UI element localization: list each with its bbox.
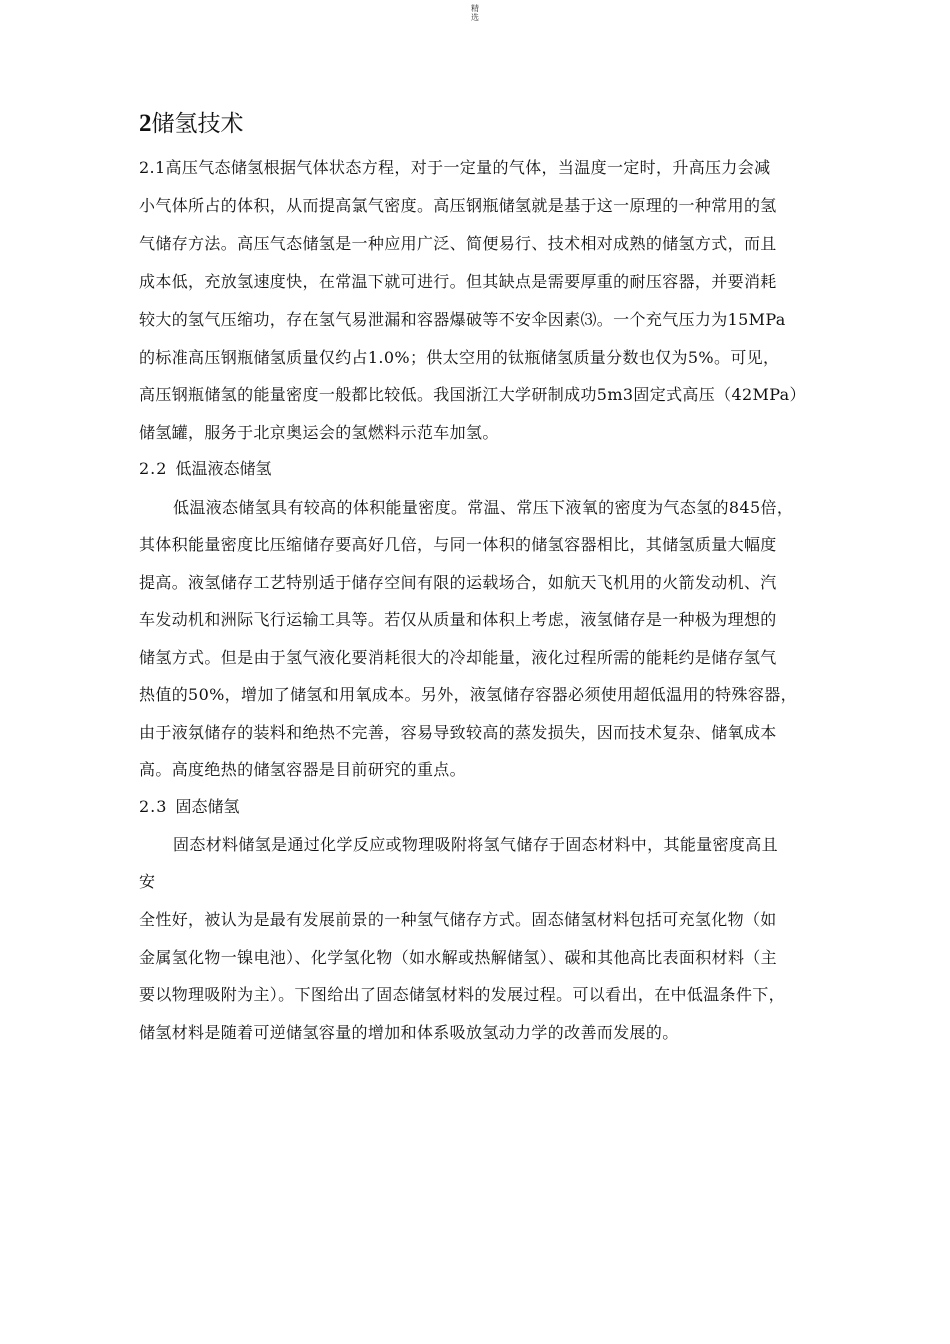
section2-line: 低温液态储氢具有较高的体积能量密度。常温、常压下液氧的密度为气态氢的845倍， xyxy=(173,498,794,517)
page-header xyxy=(0,4,950,22)
section2-line: 其体积能量密度比压缩储存要高好几倍，与同一体积的储氢容器相比，其储氢质量大幅度 xyxy=(139,535,777,554)
section1-line: 2.1高压气态储氢根据气体状态方程，对于一定量的气体，当温度一定时，升高压力会减 xyxy=(139,158,771,177)
section1-line: 储氢罐，服务于北京奥运会的氢燃料示范车加氢。 xyxy=(139,423,499,442)
section3-number: 2.3 xyxy=(139,797,168,816)
section2-line: 高。高度绝热的储氢容器是目前研究的重点。 xyxy=(139,760,467,779)
section3-line: 固态材料储氢是通过化学反应或物理吸附将氢气储存于固态材料中，其能量密度高且 xyxy=(173,835,778,854)
section2-number: 2.2 xyxy=(139,459,168,478)
header-line-2: 选 xyxy=(471,13,479,22)
section3-heading xyxy=(139,795,239,819)
section1-line: 的标准高压钢瓶储氢质量仅约占1.0%；供太空用的钛瓶储氢质量分数也仅为5%。可见， xyxy=(139,348,780,367)
title-text: 储氢技术 xyxy=(151,111,244,137)
section1-line: 较大的氢气压缩功，存在氢气易泄漏和容器爆破等不安伞因素⑶。一个充气压力为15MPa xyxy=(139,310,786,329)
section3-line: 储氢材料是随着可逆储氢容量的增加和体系吸放氢动力学的改善而发展的。 xyxy=(139,1023,679,1042)
section2-line: 提高。液氢储存工艺特别适于储存空间有限的运载场合，如航天飞机用的火箭发动机、汽 xyxy=(139,573,777,592)
section2-heading xyxy=(139,457,271,481)
section1-line: 气储存方法。高压气态储氢是一种应用广泛、简便易行、技术相对成熟的储氢方式，而且 xyxy=(139,234,777,253)
section2-line: 热值的50%，增加了储氢和用氧成本。另外，液氢储存容器必须使用超低温用的特殊容器， xyxy=(139,685,797,704)
section3-line: 安 xyxy=(139,872,156,891)
section3-line: 要以物理吸附为主）。下图给出了固态储氢材料的发展过程。可以看出，在中低温条件下， xyxy=(139,985,786,1004)
section2-line: 车发动机和洲际飞行运输工具等。若仅从质量和体积上考虑，液氢储存是一种极为理想的 xyxy=(139,610,777,629)
section3-line: 金属氢化物一镍电池）、化学氢化物（如水解或热解储氢）、碳和其他高比表面积材料（主 xyxy=(139,948,778,967)
section2-heading-text: 低温液态储氢 xyxy=(175,459,272,478)
section3-line: 全性好，被认为是最有发展前景的一种氢气储存方式。固态储氢材料包括可充氢化物（如 xyxy=(139,910,777,929)
header-line-1: 精 xyxy=(471,4,479,13)
section1-line: 成本低，充放氢速度快，在常温下就可进行。但其缺点是需要厚重的耐压容器，并要消耗 xyxy=(139,272,777,291)
page-title xyxy=(139,104,244,144)
section1-line: 高压钢瓶储氢的能量密度一般都比较低。我国浙江大学研制成功5m3固定式高压（42MPa） xyxy=(139,385,806,404)
section2-line: 由于液氛储存的装料和绝热不完善，容易导致较高的蒸发损失，因而技术复杂、储氧成本 xyxy=(139,723,777,742)
title-number: 2 xyxy=(139,110,152,137)
section3-heading-text: 固态储氢 xyxy=(175,797,240,816)
section1-line: 小气体所占的体积，从而提高氯气密度。高压钢瓶储氢就是基于这一原理的一种常用的氢 xyxy=(139,196,777,215)
section2-line: 储氢方式。但是由于氢气液化要消耗很大的冷却能量，液化过程所需的能耗约是储存氢气 xyxy=(139,648,777,667)
